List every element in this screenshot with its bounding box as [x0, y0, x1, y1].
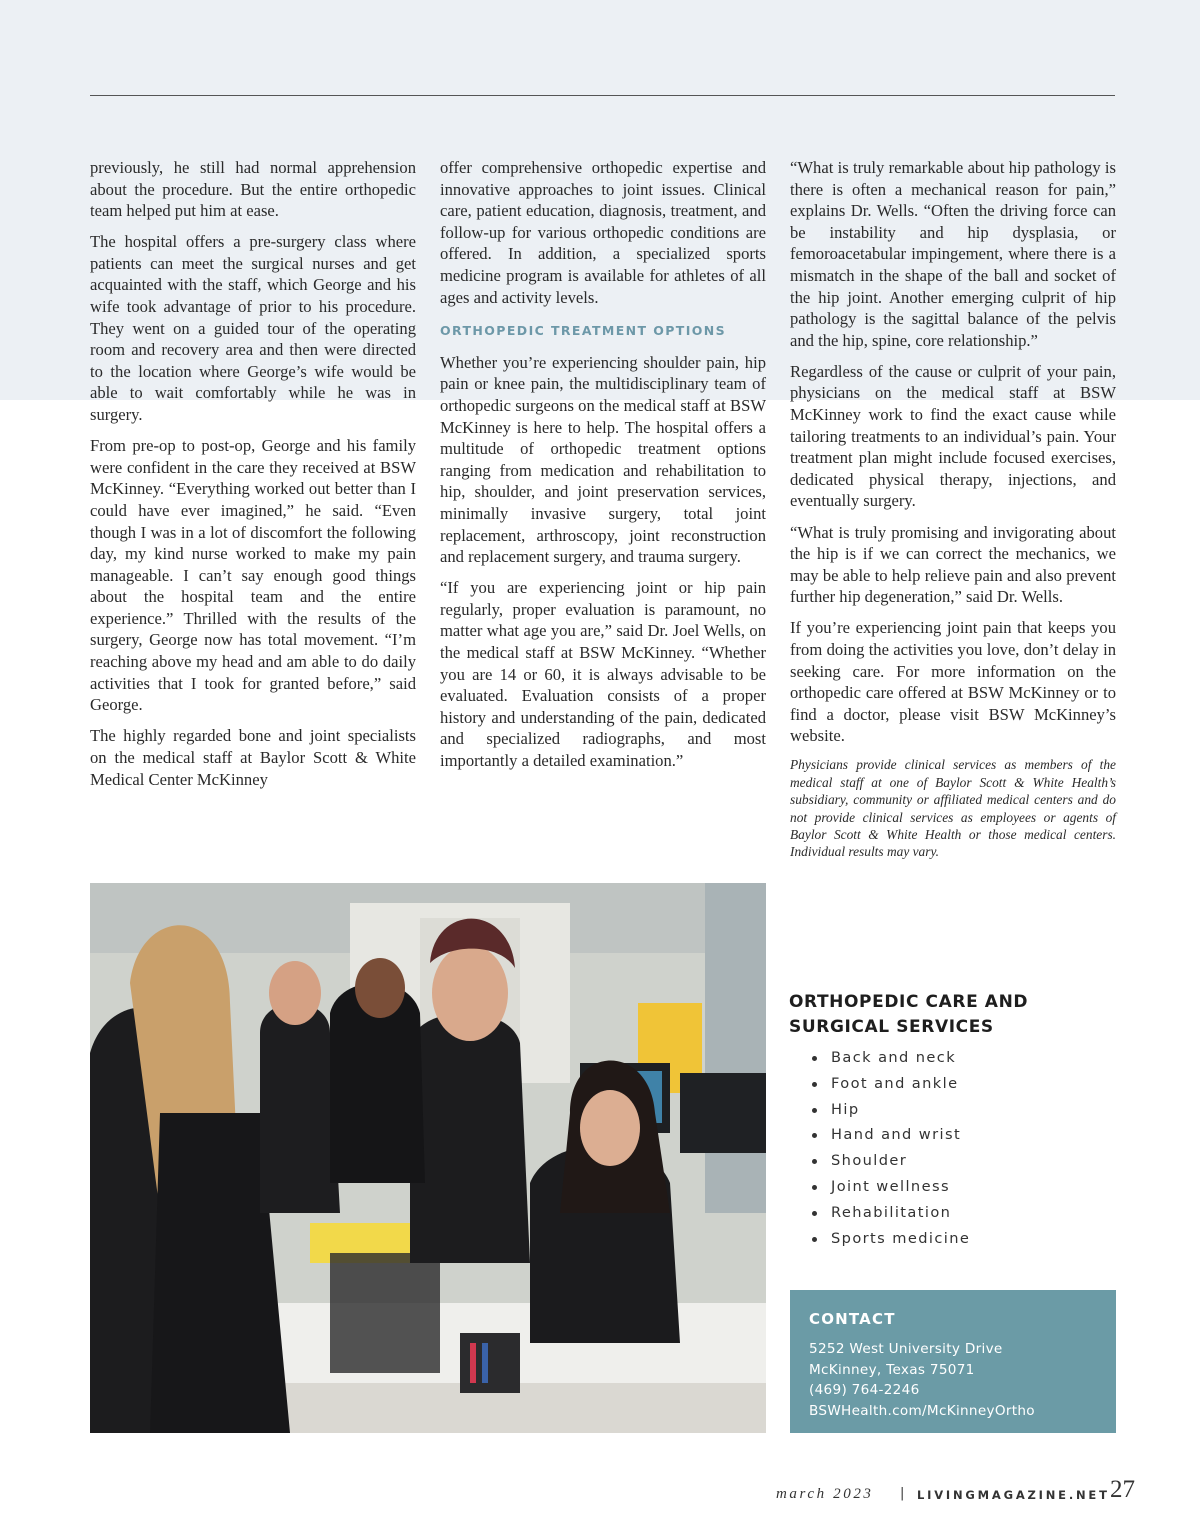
paragraph: Regardless of the cause or culprit of your pain, physicians on the medical staff at BSW McKinney work to find the exact cause while tailoring treatments to an individual’s pain. Your treatment plan might include focused exercises, dedicated physical therapy, injections, and eventually surgery.: [790, 361, 1116, 511]
list-item: [812, 1098, 970, 1124]
nurses-station-photo: [90, 883, 766, 1433]
contact-address: 5252 West University Drive: [809, 1341, 1003, 1357]
article-column-2: [440, 157, 766, 781]
contact-phone[interactable]: (469) 764-2246: [809, 1382, 920, 1398]
list-item-label: Sports medicine: [831, 1229, 971, 1247]
services-title-line: SURGICAL SERVICES: [789, 1017, 994, 1037]
section-subhead: ORTHOPEDIC TREATMENT OPTIONS: [440, 323, 727, 339]
bullet-icon: [812, 1237, 817, 1242]
page-footer: [776, 1476, 1142, 1506]
article-column-1: [90, 157, 416, 800]
services-title-line: ORTHOPEDIC CARE AND: [789, 992, 1029, 1012]
bullet-icon: [812, 1159, 817, 1164]
photo-illustration: [90, 883, 766, 1433]
paragraph: “What is truly remarkable about hip pathology is there is often a mechanical reason for pain,” explains Dr. Wells. “Often the driving force can be instability and hip dysplasia, or femoroacetabular impingement, where there is a mismatch in the shape of the ball and socket of the hip joint. Another emerging culprit of hip pathology is the sagittal balance of the pelvis and the hip, spine, core relationship.”: [790, 158, 1116, 350]
bullet-icon: [812, 1185, 817, 1190]
list-item: [812, 1123, 970, 1149]
contact-website-link[interactable]: BSWHealth.com/McKinneyOrtho: [809, 1402, 1035, 1419]
footer-separator: |: [900, 1486, 905, 1501]
site-link[interactable]: LIVINGMAGAZINE.NET: [917, 1488, 1110, 1502]
paragraph: From pre-op to post-op, George and his family were confident in the care they received at BSW McKinney. “Everything worked out better than I could have ever imagined,” he said. “Even though I was in a lot of discomfort the following day, my kind nurse worked to make my pain manageable. I can’t say enough good things about the hospital team and the entire experience.” Thrilled with the results of the surgery, George now has total movement. “I’m reaching above my head and am able to do daily activities that I took for granted before,” said George.: [90, 436, 416, 715]
bullet-icon: [812, 1082, 817, 1087]
page-number: 27: [1110, 1476, 1135, 1503]
list-item-label: Hip: [831, 1100, 860, 1118]
list-item: [812, 1072, 970, 1098]
services-list: [812, 1046, 970, 1252]
issue-date: march 2023: [776, 1486, 874, 1502]
bullet-icon: [812, 1056, 817, 1061]
list-item-label: Back and neck: [831, 1049, 957, 1066]
contact-box: [790, 1290, 1116, 1433]
header-rule: [90, 95, 1115, 96]
list-item: [812, 1175, 970, 1201]
services-title: [789, 990, 1089, 1040]
bullet-icon: [812, 1108, 817, 1113]
contact-city: McKinney, Texas 75071: [809, 1361, 975, 1378]
contact-title: CONTACT: [809, 1310, 896, 1328]
list-item-label: Joint wellness: [831, 1177, 950, 1195]
paragraph: “If you are experiencing joint or hip pain regularly, proper evaluation is paramount, no matter what age you are,” said Dr. Joel Wells, on the medical staff at BSW McKinney. “Whether you are 14 or 60, it is always advisable to be evaluated. Evaluation consists of a proper history and understanding of the pain, dedicated and specialized radiographs, and most importantly a detailed examination.”: [440, 578, 766, 770]
list-item-label: Rehabilitation: [831, 1203, 952, 1221]
paragraph: Whether you’re experiencing shoulder pain, hip pain or knee pain, the multidisciplinary team of orthopedic surgeons on the medical staff at BSW McKinney is here to help. The hospital offers a multitude of orthopedic treatment options ranging from medication and rehabilitation to hip, shoulder, and joint preservation services, minimally invasive surgery, total joint replacement, arthroscopy, joint reconstruction and replacement surgery, and trauma surgery.: [440, 352, 766, 567]
list-item: [812, 1201, 970, 1227]
bullet-icon: [812, 1133, 817, 1138]
list-item: [812, 1046, 970, 1072]
list-item-label: Shoulder: [831, 1152, 908, 1170]
list-item: [812, 1149, 970, 1175]
article-column-3: [790, 157, 1116, 861]
disclaimer: Physicians provide clinical services as members of the medical staff at one of Baylor Scott & White Health’s subsidiary, community or affiliated medical centers and do not provide clinical services as employees or agents of Baylor Scott & White Health or those medical centers. Individual results may vary.: [790, 757, 1116, 860]
list-item-label: Hand and wrist: [831, 1126, 962, 1144]
paragraph: previously, he still had normal apprehension about the procedure. But the entire orthopedic team helped put him at ease.: [90, 158, 416, 221]
paragraph: offer comprehensive orthopedic expertise and innovative approaches to joint issues. Clinical care, patient education, diagnosis, treatment, and follow-up for various orthopedic conditions are offered. In addition, a specialized sports medicine program is available for athletes of all ages and activity levels.: [440, 158, 766, 307]
list-item: [812, 1227, 970, 1253]
bullet-icon: [812, 1211, 817, 1216]
paragraph: The hospital offers a pre-surgery class where patients can meet the surgical nurses and get acquainted with the staff, which George and his wife took advantage of prior to his procedure. They went on a guided tour of the operating room and recovery area and then were directed to the location where George’s wife would be able to wait comfortably while he was in surgery.: [90, 232, 416, 425]
paragraph: If you’re experiencing joint pain that keeps you from doing the activities you love, don’t delay in seeking care. For more information on the orthopedic care offered at BSW McKinney or to find a doctor, please visit BSW McKinney’s website.: [790, 618, 1116, 746]
paragraph: “What is truly promising and invigorating about the hip is if we can correct the mechanics, we may be able to help relieve pain and also prevent further hip degeneration,” said Dr. Wells.: [790, 522, 1116, 607]
list-item-label: Foot and ankle: [831, 1074, 959, 1092]
paragraph: The highly regarded bone and joint specialists on the medical staff at Baylor Scott & White Medical Center McKinney: [90, 726, 416, 789]
